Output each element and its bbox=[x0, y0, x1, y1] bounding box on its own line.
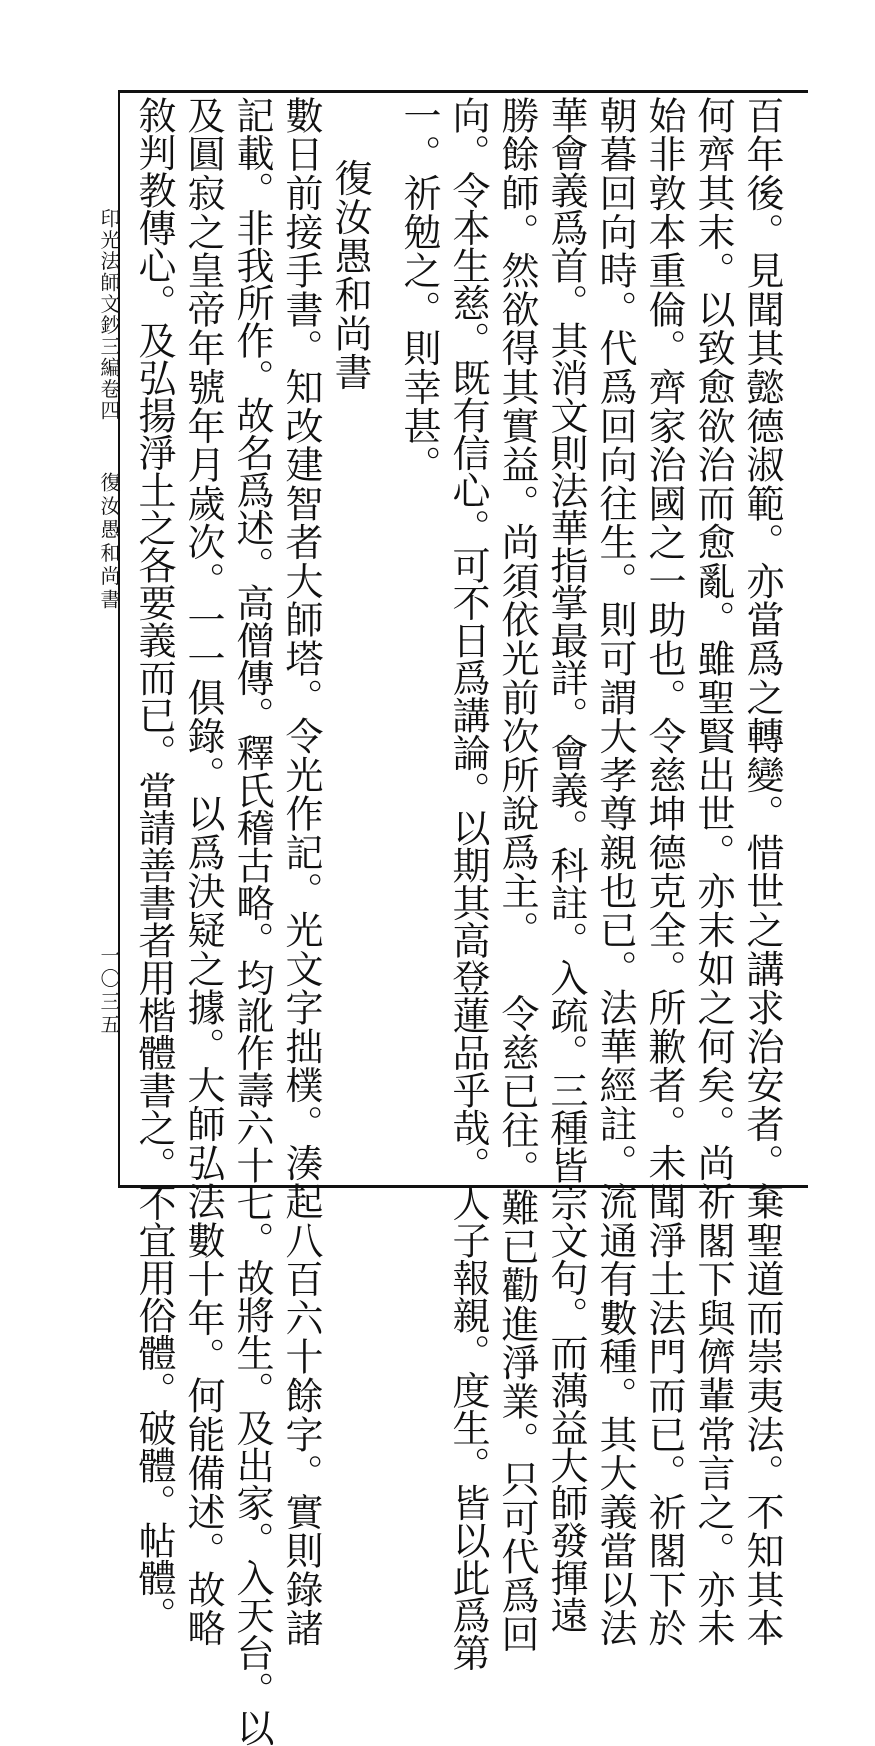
letter-title: 復汝愚和尚書 bbox=[328, 120, 372, 392]
text-column: 向。令本生慈。既有信心。可不日爲講論。以期其高登蓮品乎哉。人子報親。度生。皆以此爲第 bbox=[446, 96, 490, 1671]
text-column: 勝餘師。然欲得其實益。尚須依光前次所說爲主。 令慈已往。難已勸進淨業。只可代爲回 bbox=[495, 96, 539, 1654]
text-column: 始非敦本重倫。齊家治國之一助也。令慈坤德克全。所歉者。未聞淨土法門而已。祈閣下於 bbox=[642, 96, 686, 1648]
text-column: 數日前接手書。知改建智者大師塔。令光作記。光文字拙樸。湊起八百六十餘字。實則錄諸 bbox=[279, 96, 323, 1648]
text-column: 朝暮回向時。代爲回向往生。則可謂大孝尊親也已。法華經註。流通有數種。其大義當以法 bbox=[593, 96, 637, 1648]
text-column: 一。祈勉之。則幸甚。 bbox=[397, 96, 441, 484]
section-title: 復汝愚和尚書 bbox=[97, 472, 121, 613]
text-column: 華會義爲首。其消文則法華指掌最詳。會義。科註。入疏。三種皆宗文句。而蕅益大師發揮遠 bbox=[544, 96, 588, 1634]
text-column: 敘判教傳心。及弘揚淨土之各要義而已。當請善書者用楷體書之。不宜用俗體。破體。帖體。 bbox=[132, 96, 176, 1634]
text-column: 百年後。見聞其懿德淑範。亦當爲之轉變。惜世之講求治安者。棄聖道而崇夷法。不知其本 bbox=[740, 96, 784, 1648]
text-column: 何齊其末。以致愈欲治而愈亂。雖聖賢出世。亦末如之何矣。尚祈閣下與儕輩常言之。亦未 bbox=[691, 96, 735, 1648]
page-number: 一〇三五 bbox=[97, 945, 121, 1037]
book-title: 印光法師文鈔三編卷四 bbox=[97, 208, 121, 421]
text-column: 記載。非我所作。故名爲述。高僧傳。釋氏稽古略。均訛作壽六十七。故將生。及出家。入天台。以 bbox=[230, 96, 274, 1746]
text-column: 及圓寂之皇帝年號年月歲次。一一俱錄。以爲決疑之據。大師弘法數十年。何能備述。故略 bbox=[181, 96, 225, 1648]
